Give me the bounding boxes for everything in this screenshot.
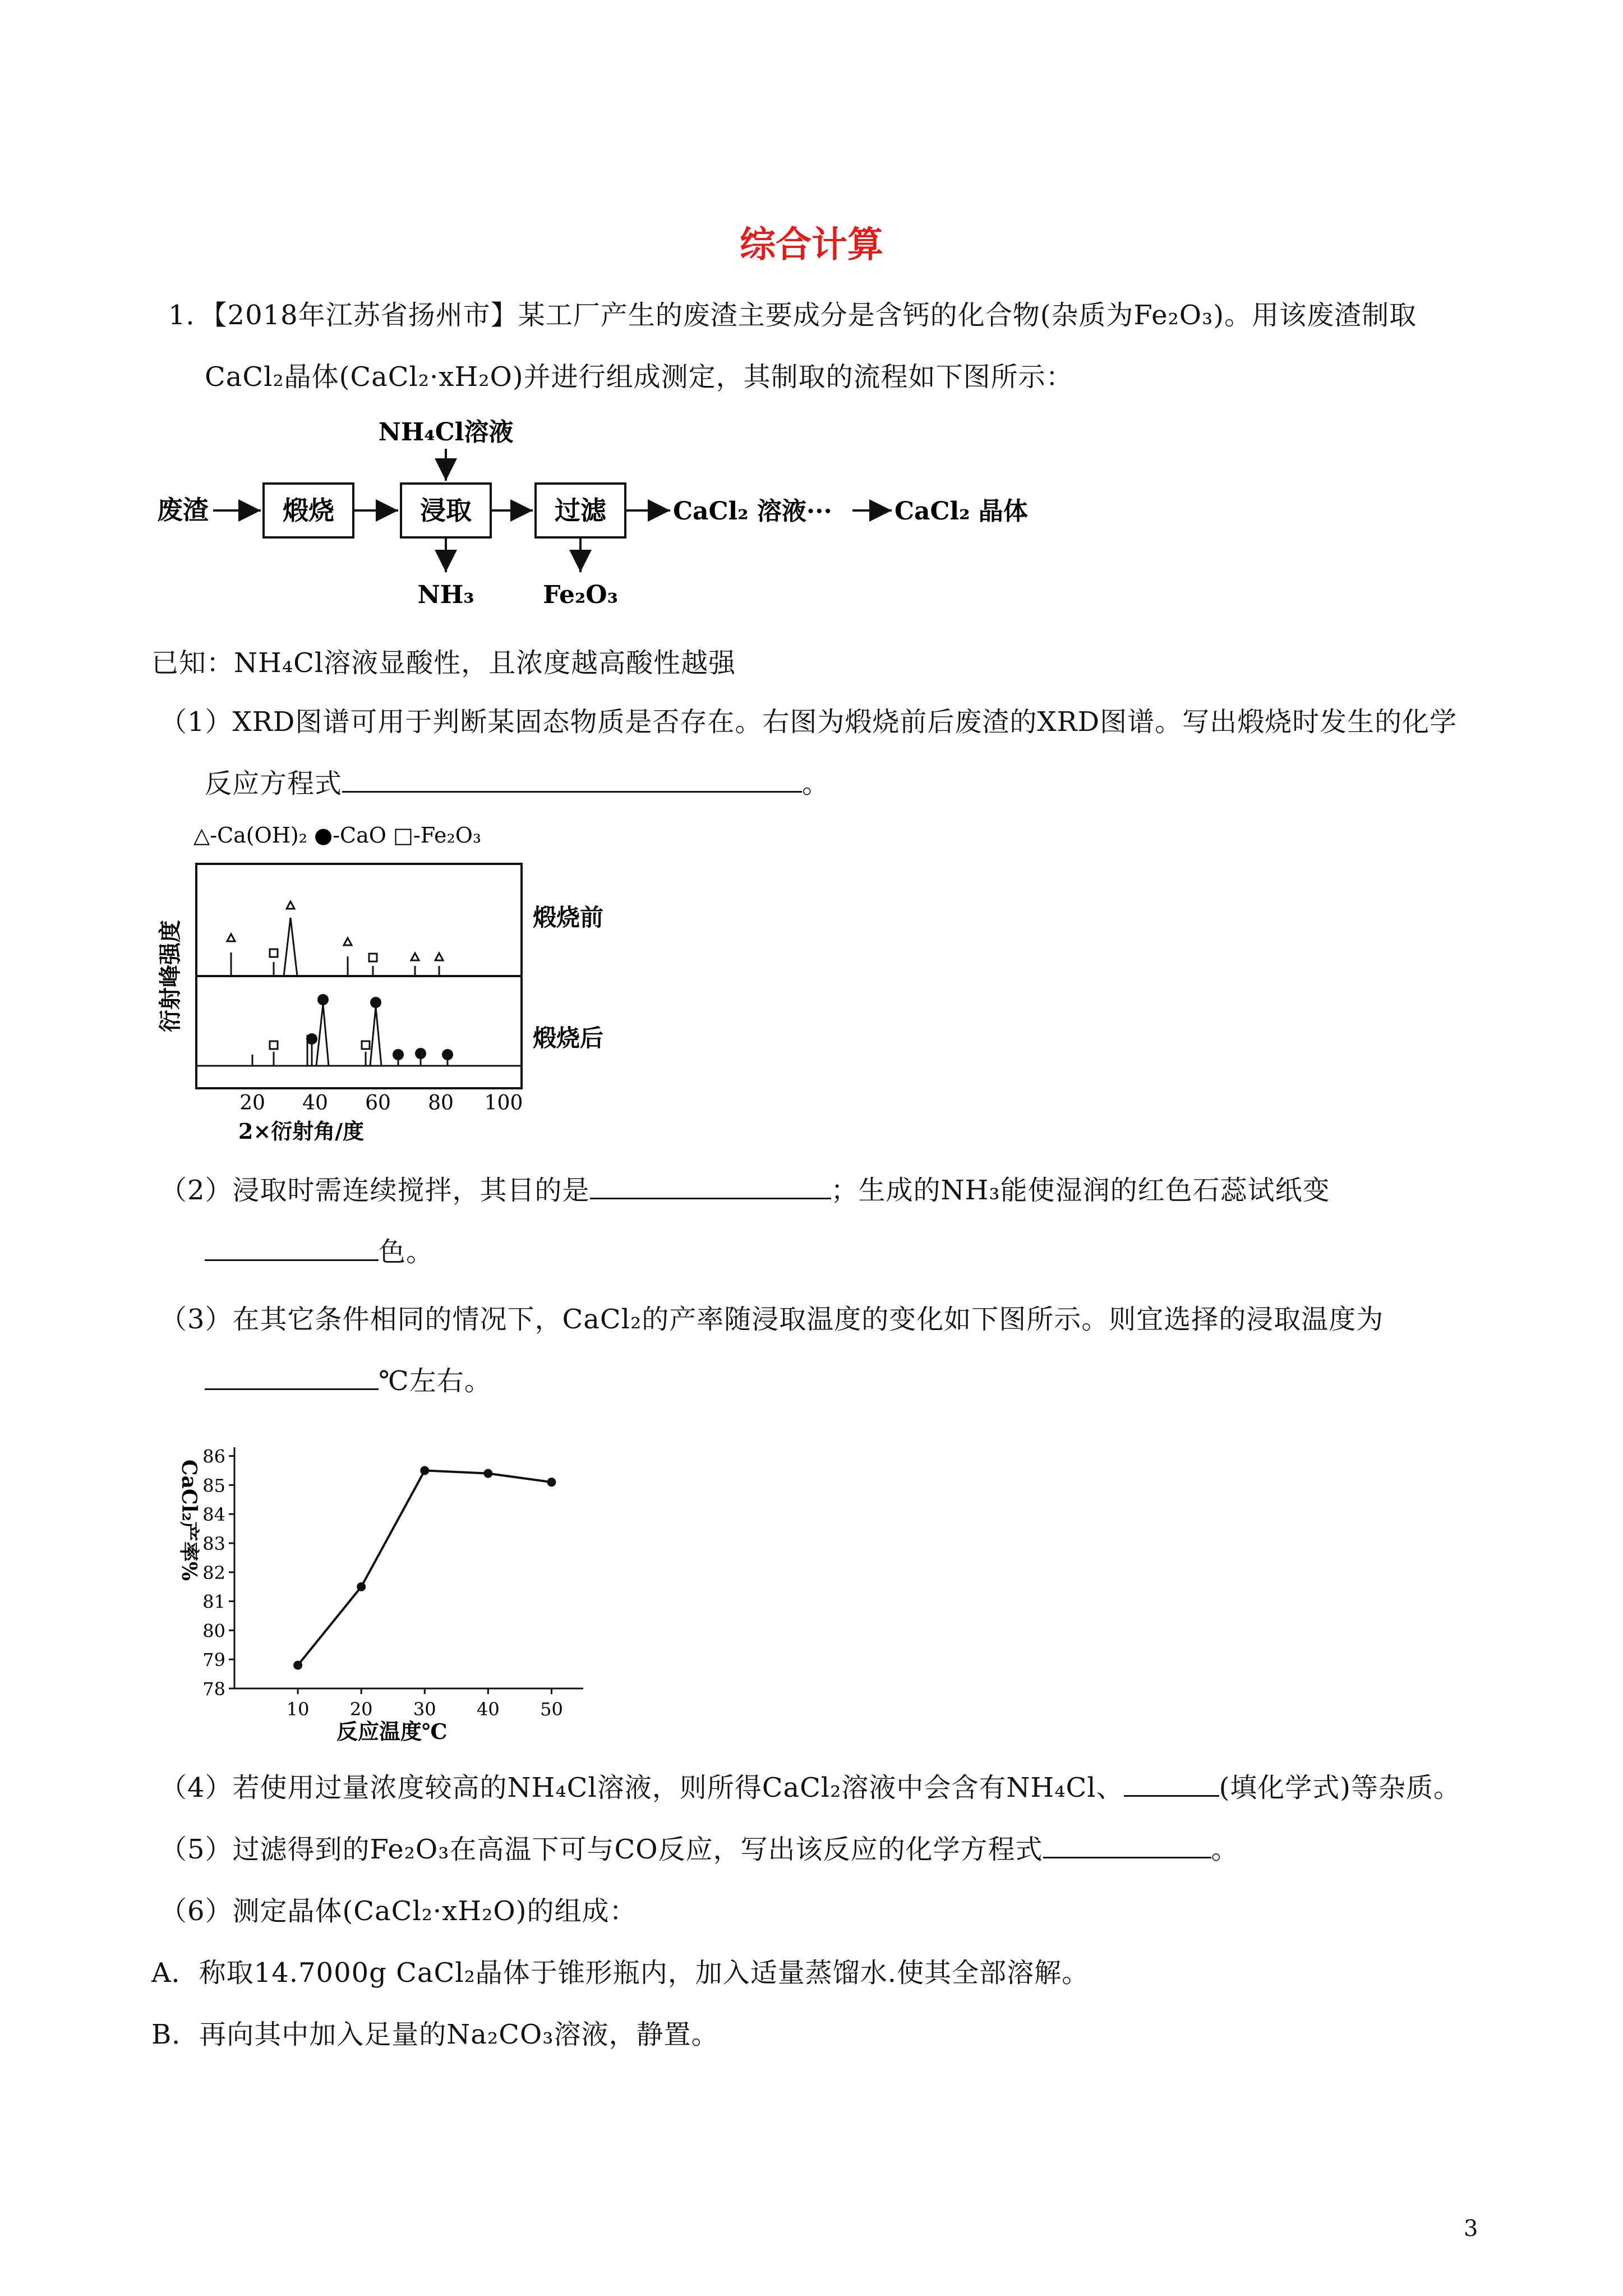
step-a: A．称取14.7000g CaCl₂晶体于锥形瓶内，加入适量蒸馏水.使其全部溶解。 [151, 1957, 1090, 1989]
question-1-line-2: CaCl₂晶体(CaCl₂·xH₂O)并进行组成测定，其制取的流程如下图所示： [205, 361, 1073, 393]
part-4-suffix: (填化学式)等杂质。 [1219, 1772, 1461, 1803]
yield-y-tick-label: 84 [202, 1504, 225, 1526]
yield-x-ticks [287, 1688, 563, 1720]
part-6-line: （6）测定晶体(CaCl₂·xH₂O)的组成： [160, 1895, 637, 1927]
yield-x-label: 反应温度℃ [336, 1719, 448, 1744]
part-4-prefix: （4）若使用过量浓度较高的NH₄Cl溶液，则所得CaCl₂溶液中会含有NH₄Cl、 [160, 1772, 1124, 1803]
yield-y-tick-label: 86 [202, 1446, 225, 1467]
yield-y-tick-label: 82 [202, 1562, 225, 1584]
flow-output-nh3: NH₃ [417, 581, 474, 609]
peak-cao [306, 1033, 317, 1045]
flow-box-leach-label: 浸取 [420, 495, 472, 526]
flow-input-nh4cl: NH₄Cl溶液 [378, 418, 514, 447]
peak-cao [415, 1048, 426, 1059]
peak-caoh2 [227, 934, 235, 941]
xrd-y-label: 衍射峰强度 [157, 920, 183, 1032]
flow-cacl2-solution: CaCl₂ 溶液··· [673, 497, 832, 526]
xrd-tick-80: 80 [428, 1092, 454, 1115]
xrd-tick-20: 20 [239, 1092, 265, 1115]
part-5-line [160, 1832, 1239, 1867]
part-2-prefix: （2）浸取时需连续搅拌，其目的是 [160, 1175, 590, 1206]
yield-y-label: CaCl₂产率% [177, 1459, 201, 1581]
yield-data-point [483, 1469, 492, 1478]
part-3-line-2 [205, 1363, 492, 1399]
yield-y-tick-label: 79 [202, 1649, 225, 1671]
known-condition: 已知：NH₄Cl溶液显酸性，且浓度越高酸性越强 [151, 647, 736, 679]
xrd-tick-100: 100 [484, 1092, 523, 1115]
xrd-label-after: 煅烧后 [533, 1024, 604, 1052]
yield-y-tick-label: 78 [202, 1678, 225, 1700]
flow-box-filter-label: 过滤 [555, 495, 606, 526]
part-5-suffix: 。 [1211, 1834, 1239, 1865]
yield-y-ticks [202, 1446, 234, 1700]
xrd-label-before: 煅烧前 [533, 904, 604, 931]
peak-cao [393, 1049, 404, 1060]
step-b: B．再向其中加入足量的Na₂CO₃溶液，静置。 [151, 2019, 719, 2050]
yield-y-tick-label: 81 [202, 1591, 225, 1613]
peak-fe2o3 [270, 949, 278, 957]
yield-data-point [420, 1466, 429, 1475]
yield-data-point [357, 1582, 366, 1591]
peak-caoh2 [344, 938, 352, 945]
answer-blank-3[interactable] [205, 1364, 379, 1390]
peak-caoh2 [435, 953, 443, 960]
peak-fe2o3 [270, 1041, 278, 1049]
yield-line-chart [157, 1436, 606, 1745]
yield-data-point [293, 1661, 302, 1670]
flow-cacl2-crystal: CaCl₂ 晶体 [895, 497, 1028, 526]
page-title: 综合计算 [740, 224, 883, 266]
part-2-line-1 [160, 1172, 1330, 1208]
flow-start-waste: 废渣 [157, 495, 209, 525]
yield-x-tick-label: 50 [540, 1699, 563, 1720]
peak-caoh2 [411, 953, 419, 960]
yield-y-tick-label: 83 [202, 1533, 225, 1554]
part-2-line-2 [205, 1234, 434, 1270]
answer-blank-1[interactable] [342, 766, 802, 793]
peak-cao [317, 994, 329, 1005]
part-1-suffix: 。 [802, 768, 830, 799]
peak-fe2o3 [369, 954, 377, 961]
part-3-line-1: （3）在其它条件相同的情况下，CaCl₂的产率随浸取温度的变化如下图所示。则宜选择的浸取温度为 [160, 1304, 1384, 1335]
yield-series-line [298, 1470, 551, 1665]
yield-x-tick-label: 30 [413, 1699, 436, 1720]
peak-fe2o3 [362, 1041, 370, 1049]
xrd-pattern-chart [146, 819, 604, 1144]
flow-output-fe2o3: Fe₂O₃ [543, 581, 618, 609]
yield-y-tick-label: 80 [202, 1620, 225, 1642]
part-2-suffix: 色。 [379, 1236, 434, 1268]
yield-data-point [547, 1478, 556, 1487]
xrd-tick-60: 60 [365, 1092, 391, 1115]
yield-x-tick-label: 20 [349, 1699, 373, 1720]
answer-blank-4[interactable] [1124, 1770, 1219, 1797]
xrd-peaks-before [227, 901, 443, 976]
question-1-line-1: 1．【2018年江苏省扬州市】某工厂产生的废渣主要成分是含钙的化合物(杂质为Fe₂O₃)。用该废渣制取 [168, 300, 1417, 331]
part-1-line-2 [205, 766, 829, 802]
peak-cao [370, 997, 381, 1008]
part-1-prefix: 反应方程式 [205, 768, 343, 799]
part-4-line [160, 1770, 1461, 1806]
page-number: 3 [1464, 2216, 1478, 2242]
xrd-x-label: 2×衍射角/度 [238, 1119, 365, 1144]
part-5-prefix: （5）过滤得到的Fe₂O₃在高温下可与CO反应，写出该反应的化学方程式 [160, 1834, 1043, 1865]
yield-x-tick-label: 10 [286, 1699, 310, 1720]
part-2-middle: ；生成的NH₃能使湿润的红色石蕊试纸变 [831, 1175, 1330, 1206]
part-1-line-1: （1）XRD图谱可用于判断某固态物质是否存在。右图为煅烧前后废渣的XRD图谱。写出煅烧时发生的化学 [160, 706, 1458, 738]
peak-caoh2 [287, 901, 294, 909]
xrd-tick-40: 40 [302, 1092, 328, 1115]
process-flow-diagram [151, 415, 1105, 617]
part-3-suffix: ℃左右。 [379, 1365, 492, 1397]
peak-cao [442, 1049, 453, 1060]
xrd-legend: △-Ca(OH)₂ ●-CaO □-Fe₂O₃ [193, 823, 482, 848]
answer-blank-2b[interactable] [205, 1235, 379, 1261]
yield-y-tick-label: 85 [202, 1475, 225, 1497]
answer-blank-2a[interactable] [590, 1173, 831, 1199]
yield-series-points [293, 1466, 556, 1669]
yield-x-tick-label: 40 [477, 1699, 500, 1720]
answer-blank-5[interactable] [1043, 1832, 1211, 1858]
flow-box-calcine-label: 煅烧 [283, 495, 334, 526]
